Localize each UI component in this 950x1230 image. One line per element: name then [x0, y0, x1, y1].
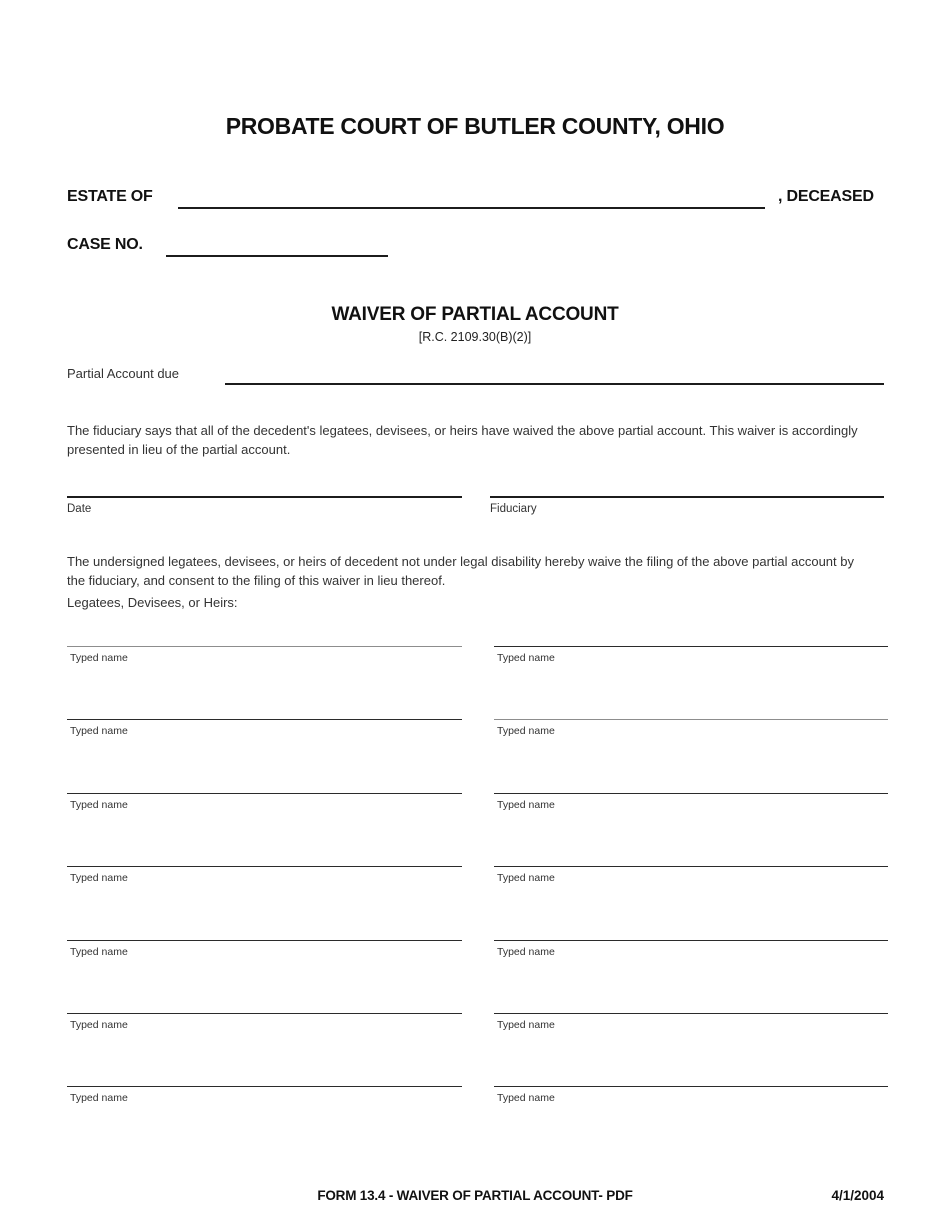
court-title: PROBATE COURT OF BUTLER COUNTY, OHIO	[225, 113, 725, 139]
estate-of-label: ESTATE OF	[67, 188, 153, 205]
typed-name-label: Typed name	[497, 1018, 555, 1031]
typed-name-label: Typed name	[497, 872, 555, 885]
typed-name-field[interactable]	[67, 646, 462, 719]
typed-name-field[interactable]	[67, 866, 462, 939]
case-no-label: CASE NO.	[67, 236, 143, 253]
typed-name-field[interactable]	[494, 940, 888, 1013]
partial-account-due-input[interactable]	[225, 365, 884, 385]
typed-name-field[interactable]	[67, 719, 462, 792]
fiduciary-signature-input[interactable]	[490, 480, 884, 498]
typed-name-label: Typed name	[497, 1092, 555, 1105]
typed-name-field[interactable]	[494, 646, 888, 719]
typed-name-label: Typed name	[70, 1018, 128, 1031]
estate-name-input[interactable]	[178, 189, 765, 209]
typed-name-label: Typed name	[70, 725, 128, 738]
footer-revision-date: 4/1/2004	[831, 1188, 884, 1203]
typed-name-field[interactable]	[67, 1013, 462, 1086]
typed-name-label: Typed name	[70, 652, 128, 664]
fiduciary-label: Fiduciary	[490, 503, 537, 515]
statute-reference: [R.C. 2109.30(B)(2)]	[418, 330, 532, 344]
typed-name-grid	[67, 646, 888, 1160]
typed-name-field[interactable]	[494, 866, 888, 939]
typed-name-field[interactable]	[67, 1086, 462, 1159]
typed-name-field[interactable]	[494, 1086, 888, 1159]
partial-account-due-label: Partial Account due	[67, 366, 180, 381]
typed-name-field[interactable]	[494, 1013, 888, 1086]
typed-name-field[interactable]	[67, 940, 462, 1013]
typed-name-label: Typed name	[70, 798, 128, 811]
typed-name-field[interactable]	[67, 793, 462, 866]
case-no-input[interactable]	[166, 237, 388, 257]
heirs-heading: Legatees, Devisees, or Heirs:	[67, 595, 238, 610]
typed-name-label: Typed name	[70, 872, 128, 885]
typed-name-label: Typed name	[497, 652, 555, 664]
typed-name-label: Typed name	[70, 1092, 128, 1105]
date-label: Date	[67, 503, 92, 515]
typed-name-label: Typed name	[497, 798, 555, 811]
fiduciary-statement: The fiduciary says that all of the decedent's legatees, devisees, or heirs have waived the above partial account. This waiver is accordingly presented in lieu of the partial account.	[67, 423, 858, 457]
form-title: WAIVER OF PARTIAL ACCOUNT	[331, 304, 619, 325]
typed-name-field[interactable]	[494, 793, 888, 866]
waiver-statement: The undersigned legatees, devisees, or heirs of decedent not under legal disability hereby waive the filing of the above partial account by the fiduciary, and consent to the filing of this waiver in lieu thereof.	[67, 554, 854, 588]
deceased-suffix: , DECEASED	[778, 188, 874, 205]
typed-name-field[interactable]	[494, 719, 888, 792]
date-input[interactable]	[67, 480, 462, 498]
typed-name-label: Typed name	[497, 725, 555, 738]
typed-name-label: Typed name	[70, 945, 128, 958]
typed-name-label: Typed name	[497, 945, 555, 958]
footer-form-id: FORM 13.4 - WAIVER OF PARTIAL ACCOUNT- PDF	[317, 1188, 633, 1203]
